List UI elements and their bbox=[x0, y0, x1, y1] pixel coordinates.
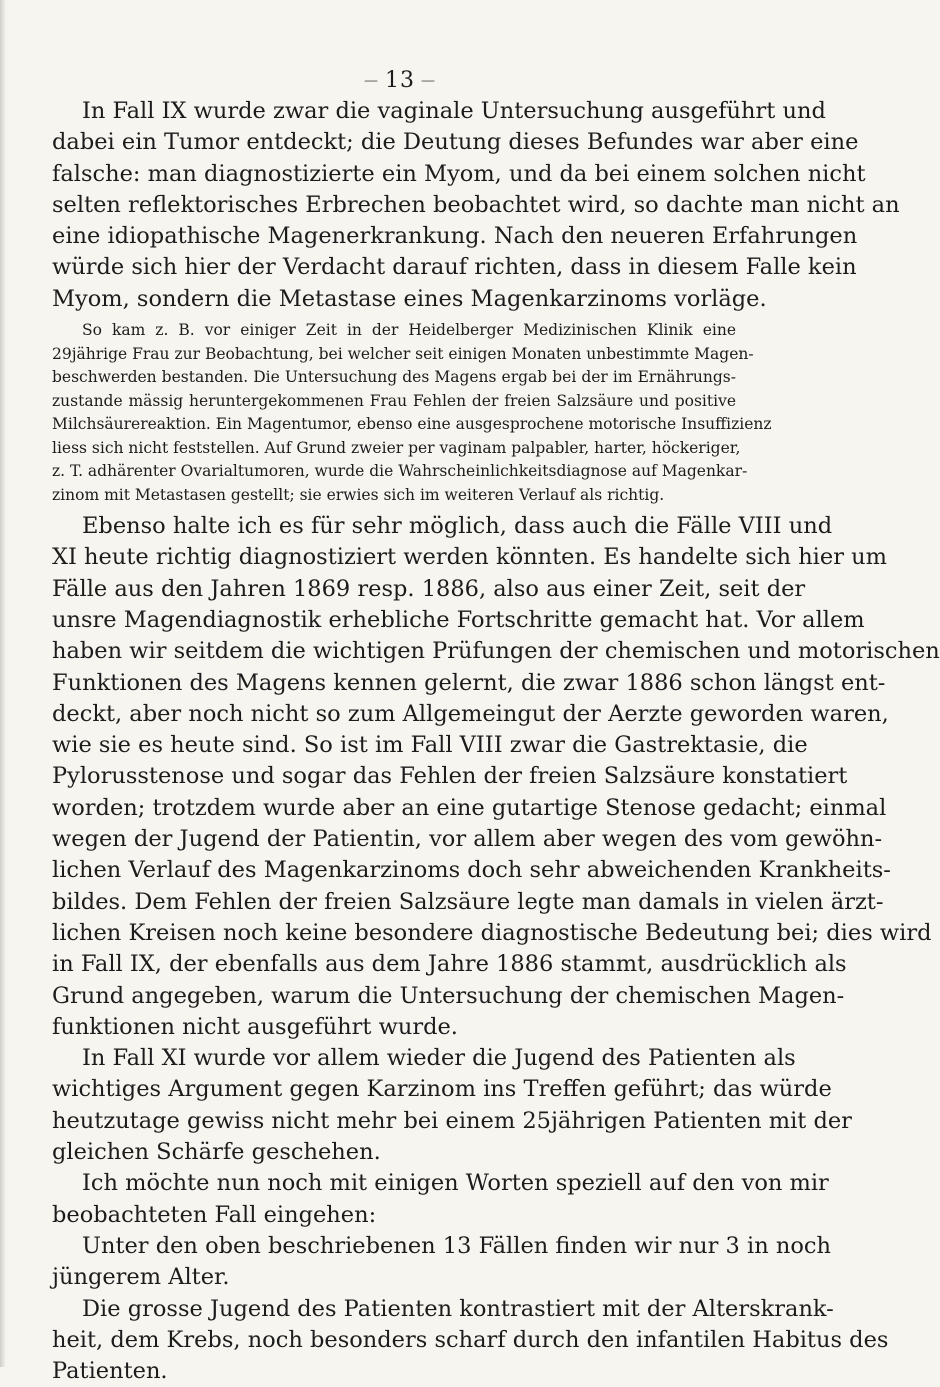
header-dash-left: — bbox=[358, 73, 385, 89]
text-line: heit, dem Krebs, noch besonders scharf durch den infantilen Habitus des bbox=[52, 1325, 736, 1356]
text-line: Funktionen des Magens kennen gelernt, die zwar 1886 schon längst ent- bbox=[52, 668, 736, 699]
text-line: deckt, aber noch nicht so zum Allgemeingut der Aerzte geworden waren, bbox=[52, 699, 736, 730]
text-line: Unter den oben beschriebenen 13 Fällen finden wir nur 3 in noch bbox=[52, 1231, 736, 1262]
text-line: Ebenso halte ich es für sehr möglich, dass auch die Fälle VIII und bbox=[52, 511, 736, 542]
text-line: haben wir seitdem die wichtigen Prüfungen der chemischen und motorischen bbox=[52, 636, 736, 667]
text-line: XI heute richtig diagnostiziert werden könnten. Es handelte sich hier um bbox=[52, 542, 736, 573]
header-dash-right: — bbox=[415, 73, 442, 89]
paragraph-3 bbox=[52, 1043, 736, 1168]
text-line: z. T. adhärenter Ovarialtumoren, wurde die Wahrscheinlichkeitsdiagnose auf Magenkar- bbox=[52, 460, 736, 484]
text-line: Pylorusstenose und sogar das Fehlen der freien Salzsäure konstatiert bbox=[52, 761, 736, 792]
text-line: wegen der Jugend der Patientin, vor allem aber wegen des vom gewöhn- bbox=[52, 824, 736, 855]
text-line: funktionen nicht ausgeführt wurde. bbox=[52, 1012, 736, 1043]
text-line: So kam z. B. vor einiger Zeit in der Heidelberger Medizinischen Klinik eine bbox=[52, 319, 736, 343]
text-line: Die grosse Jugend des Patienten kontrastiert mit der Alterskrank- bbox=[52, 1294, 736, 1325]
text-line: unsre Magendiagnostik erhebliche Fortschritte gemacht hat. Vor allem bbox=[52, 605, 736, 636]
paragraph-1 bbox=[52, 96, 736, 315]
text-line: würde sich hier der Verdacht darauf richten, dass in diesem Falle kein bbox=[52, 252, 736, 283]
text-line: gleichen Schärfe geschehen. bbox=[52, 1137, 736, 1168]
paragraph-4 bbox=[52, 1168, 736, 1231]
text-line: lichen Verlauf des Magenkarzinoms doch sehr abweichenden Krankheits- bbox=[52, 855, 736, 886]
text-line: beobachteten Fall eingehen: bbox=[52, 1200, 736, 1231]
text-line: eine idiopathische Magenerkrankung. Nach den neueren Erfahrungen bbox=[52, 221, 736, 252]
text-line: dabei ein Tumor entdeckt; die Deutung dieses Befundes war aber eine bbox=[52, 127, 736, 158]
text-line: falsche: man diagnostizierte ein Myom, und da bei einem solchen nicht bbox=[52, 159, 736, 190]
text-line: Milchsäurereaktion. Ein Magentumor, ebenso eine ausgesprochene motorische Insuffizienz bbox=[52, 413, 736, 437]
text-line: In Fall IX wurde zwar die vaginale Untersuchung ausgeführt und bbox=[52, 96, 736, 127]
paragraph-5 bbox=[52, 1231, 736, 1294]
text-line: zinom mit Metastasen gestellt; sie erwies sich im weiteren Verlauf als richtig. bbox=[52, 484, 736, 508]
page-header bbox=[0, 68, 800, 93]
text-line: wie sie es heute sind. So ist im Fall VIII zwar die Gastrektasie, die bbox=[52, 730, 736, 761]
text-line: liess sich nicht feststellen. Auf Grund zweier per vaginam palpabler, harter, höckeriger, bbox=[52, 437, 736, 461]
text-line: Myom, sondern die Metastase eines Magenkarzinoms vorläge. bbox=[52, 284, 736, 315]
text-line: Grund angegeben, warum die Untersuchung der chemischen Magen- bbox=[52, 981, 736, 1012]
text-line: beschwerden bestanden. Die Untersuchung des Magens ergab bei der im Ernährungs- bbox=[52, 366, 736, 390]
text-line: lichen Kreisen noch keine besondere diagnostische Bedeutung bei; dies wird bbox=[52, 918, 736, 949]
text-line: worden; trotzdem wurde aber an eine gutartige Stenose gedacht; einmal bbox=[52, 793, 736, 824]
footnote-paragraph bbox=[52, 319, 736, 507]
text-line: Patienten. bbox=[52, 1356, 736, 1387]
text-line: 29jährige Frau zur Beobachtung, bei welcher seit einigen Monaten unbestimmte Magen- bbox=[52, 343, 736, 367]
text-line: In Fall XI wurde vor allem wieder die Jugend des Patienten als bbox=[52, 1043, 736, 1074]
text-line: wichtiges Argument gegen Karzinom ins Treffen geführt; das würde bbox=[52, 1074, 736, 1105]
page-edge bbox=[0, 0, 6, 1367]
paragraph-2 bbox=[52, 511, 736, 1043]
paragraph-6 bbox=[52, 1294, 736, 1387]
text-line: Fälle aus den Jahren 1869 resp. 1886, also aus einer Zeit, seit der bbox=[52, 574, 736, 605]
text-line: Ich möchte nun noch mit einigen Worten speziell auf den von mir bbox=[52, 1168, 736, 1199]
text-line: in Fall IX, der ebenfalls aus dem Jahre 1886 stammt, ausdrücklich als bbox=[52, 949, 736, 980]
text-line: bildes. Dem Fehlen der freien Salzsäure legte man damals in vielen ärzt- bbox=[52, 887, 736, 918]
page-text bbox=[52, 96, 736, 1387]
text-line: zustande mässig heruntergekommenen Frau Fehlen der freien Salzsäure und positive bbox=[52, 390, 736, 414]
text-line: jüngerem Alter. bbox=[52, 1262, 736, 1293]
text-line: selten reflektorisches Erbrechen beobachtet wird, so dachte man nicht an bbox=[52, 190, 736, 221]
text-line: heutzutage gewiss nicht mehr bei einem 25jährigen Patienten mit der bbox=[52, 1106, 736, 1137]
page-number: 13 bbox=[385, 68, 415, 93]
